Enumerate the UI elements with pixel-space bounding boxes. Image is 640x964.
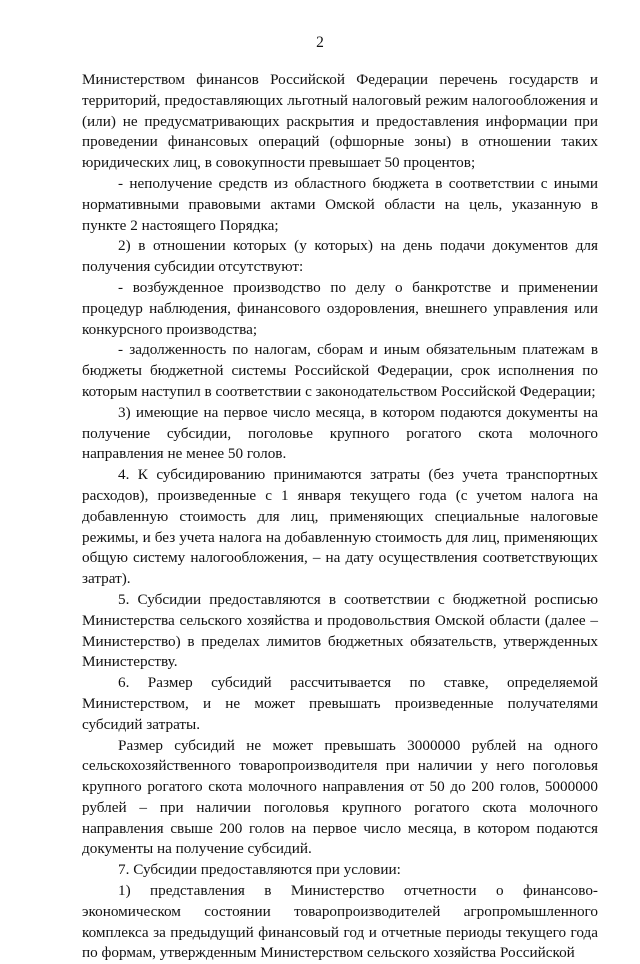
page-number: 2 (316, 34, 324, 51)
document-body (82, 70, 598, 964)
paragraph-clause-6: 6. Размер субсидий рассчитывается по ставке, определяемой Министерством, и не может превышать произведенные получателями субсидий затраты. (82, 674, 598, 733)
paragraph-clause-4: 4. К субсидированию принимаются затраты (без учета транспортных расходов), произведенные с 1 января текущего года (с учетом налога на добавленную стоимость для лиц, применяющих специальные налоговые режимы, и без учета налога на добавленную стоимость для лиц, применяющих общую систему налогообложения, – на дату осуществления соответствующих затрат). (82, 466, 598, 588)
paragraph-bankruptcy: - возбужденное производство по делу о банкротстве и применении процедур наблюдения, финансового оздоровления, внешнего управления или конкурсного производства; (82, 278, 598, 338)
paragraph-offshore-continuation: Министерством финансов Российской Федерации перечень государств и территорий, предоставляющих льготный налоговый режим налогообложения и (или) не предусматривающих раскрытия и предоставления информации при проведении финансовых операций (офшорные зоны) в отношении таких юридических лиц, в совокупности превышает 50 процентов; (82, 71, 598, 172)
paragraph-clause-5: 5. Субсидии предоставляются в соответствии с бюджетной росписью Министерства сельского хозяйства и продовольствия Омской области (далее – Министерство) в пределах лимитов бюджетных обязательств, утвержденных Министерству. (82, 590, 598, 671)
paragraph-item-3: 3) имеющие на первое число месяца, в котором подаются документы на получение субсидии, поголовье крупного рогатого скота молочного направления не менее 50 голов. (82, 403, 598, 463)
paragraph-item-2: 2) в отношении которых (у которых) на день подачи документов для получения субсидии отсутствуют: (82, 237, 598, 276)
paragraph-reporting-condition: 1) представления в Министерство отчетности о финансово-экономическом состоянии товаропроизводителей агропромышленного комплекса за предыдущий финансовый год и отчетные периоды текущего года по формам, утвержденным Министерством сельского хозяйства Российской (82, 882, 598, 962)
paragraph-no-regional-funds: - неполучение средств из областного бюджета в соответствии с иными нормативными правовыми актами Омской области на цель, указанную в пункте 2 настоящего Порядка; (82, 174, 598, 234)
paragraph-tax-debt: - задолженность по налогам, сборам и иным обязательным платежам в бюджеты бюджетной системы Российской Федерации, срок исполнения по которым наступил в соответствии с законодательством Российской Федерации; (82, 341, 598, 400)
paragraph-subsidy-limits: Размер субсидий не может превышать 3000000 рублей на одного сельскохозяйственного товаропроизводителя при наличии у него поголовья крупного рогатого скота молочного направления от 50 до 200 голов, 5000000 рублей – при наличии поголовья крупного рогатого скота молочного направления свыше 200 голов на первое число месяца, в котором подаются документы на получение субсидий. (82, 736, 598, 858)
paragraph-clause-7: 7. Субсидии предоставляются при условии: (118, 861, 401, 879)
